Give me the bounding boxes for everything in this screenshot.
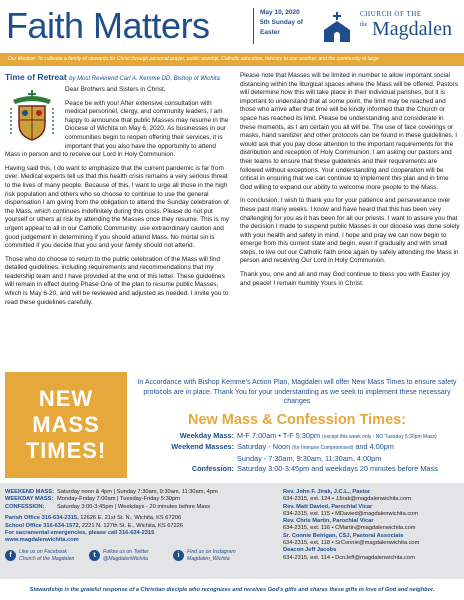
schedule-row	[132, 442, 462, 454]
emergency-line: For sacramental emergencies, please call 316-634-2315	[5, 530, 155, 537]
issue-date-box	[253, 8, 315, 44]
schedule-value: Saturday 3:00-3:45pm and weekdays 20 minutes before Mass	[237, 463, 438, 473]
newsletter-title: Faith Matters	[6, 5, 210, 46]
article-paragraph: Thank you, one and all and may God continue to bless you with Easter joy and peace! I remain humbly Yours in Christ.	[240, 271, 450, 287]
mass-times-details	[132, 372, 462, 474]
staff-name: Sr. Connie Beirigan, CSJ, Pastoral Associate	[283, 532, 404, 539]
newsletter-header	[0, 0, 464, 52]
article-title	[5, 72, 231, 82]
staff-name: Rev. Matt Davied, Parochial Vicar	[283, 503, 373, 510]
schedule-note: (for Immune Compromised)	[292, 445, 354, 452]
staff-contact[interactable]: 634-2315, ext. 115 • MDavied@magdalenwichita.com	[283, 510, 419, 517]
schedule-label	[132, 454, 237, 464]
regular-schedule-row: CONFESSION: Saturday 3:00-3:45pm | Weekdays - 20 minutes before Mass	[5, 503, 211, 510]
staff-contact[interactable]: 634-2315, ext. 124 • JJirak@magdalenwichita.com	[283, 496, 411, 503]
staff-directory	[283, 489, 461, 562]
schedule-value: M-F 7:00am • T-F 5:30pm (except this week only - NO Tuesday 5:30pm Mass)	[237, 430, 437, 440]
article-left-column	[5, 72, 231, 312]
mission-banner: Our Mission: To cultivate a family of stewards for Christ through personal prayer, public worship, Catholic education, ministry to one another, and the community at large.	[0, 53, 464, 66]
staff-name: Rev. Chris Martin, Parochial Vicar	[283, 518, 374, 525]
logo-the: the	[360, 22, 368, 28]
mass-times-intro: In Accordance with Bishop Kemme's Action Plan, Magdalen will offer New Mass Times to ensure safety protocols are in place. Thank You for your understanding as we seek to implement these necessary changes	[137, 379, 457, 406]
article-paragraph: Having said this, I do want to emphasize that the current pandemic is far from over. Medical experts tell us that this health crisis remains a very serious threat to the lives of many people. Because of this, I want to urge all those in the high risk population and others who so choose to continue to use the general dispensation I am giving from the obligation to attend the Sunday celebration of the Mass, which continues indefinitely during this crisis. Please do not put yourself or others at risk by attending the Masses once they resume. This is my urgent appeal to all in our Catholic Community: use extraordinary caution and good judgement in determining if you should attend Mass. No mortal sin is committed if you decide that you and your family should not attend.	[5, 164, 230, 250]
article-paragraph: Peace be with you! After extensive consultation with medical personnel, clergy, and community leaders, I am happy to announce that public Masses may resume in the Diocese of Wichita on May 6, 2020. As businesses in our communities begin to reopen offering their services, it is important that you also have the opportunity to attend Mass in person and to receive our Lord in Holy Communion.	[5, 99, 229, 159]
badge-line: NEW	[38, 386, 94, 411]
schedule-row	[132, 464, 462, 474]
schedule-row	[132, 431, 462, 443]
parish-info-panel	[0, 483, 464, 579]
staff-name: Rev. John F. Jirak, J.C.L., Pastor	[283, 489, 371, 495]
article-paragraph: In conclusion, I wish to thank you for your patience and perseverance over these past many weeks. I know and have heard that this has been very challenging for you as it has been for all our priests. I want to assure you that the decision I made to suspend public Masses in our diocese was done solely with your health and safety in mind. I hope and pray we can now begin to emerge from this current state and begin, even if gradually and with small steps, to live out our Catholic faith once again by safely attending the Mass in person and receiving Our Lord in Holy Communion.	[240, 197, 460, 265]
stewardship-footer: Stewardship is the grateful response of a Christian disciple who recognizes and receives God's gifts and shares these gifts in love of God and neighbor.	[29, 587, 435, 593]
staff-contact[interactable]: 634-2315, ext. 114 • DcnJeff@magdalenwichita.com	[283, 554, 415, 561]
article-right-column	[240, 72, 460, 293]
issue-week: 5th Sunday of Easter	[260, 19, 303, 36]
schedule-label: Weekend Masses:	[171, 442, 234, 452]
bishop-crest-icon	[5, 88, 59, 144]
mass-times-heading: New Mass & Confession Times:	[187, 411, 407, 428]
church-logo-icon	[320, 10, 354, 44]
regular-schedule-row: WEEKDAY MASS: Monday-Friday 7:00am | Tuesday-Friday 5:30pm	[5, 496, 180, 503]
schedule-value: Saturday - Noon (for Immune Compromised) and 4:00pm	[237, 442, 394, 452]
schedule-value: Sunday - 7:30am, 9:30am, 11:30am, 4:00pm	[237, 454, 382, 464]
new-mass-times-badge	[5, 372, 127, 478]
social-links: f Like us on Facebook Church of the Magdalen t Follow us on Twitter @MagdalenWichita i Find us on Instagram Magdalen_Wichita	[5, 549, 255, 575]
article-paragraph: Those who do choose to return to the public celebration of the Mass will find detailed guidelines, including requirements and recommendations that my leadership team and I have provided at the end of this letter. These guidelines will remain in effect during Phase One of the plan to resume public Masses, which is May 6-20, and will be reviewed and adjusted as needed. I invite you to read these guidelines carefully.	[5, 255, 229, 306]
article-paragraph: Please note that Masses will be limited in number to allow important social distancing within the liturgical spaces where the Mass will be offered. Pastors will determine how this will take place in their individual parishes, but it is important to understand that at some point, the limit may be reached and those who arrive after that time will be kindly informed that the Church or space has reached its limit. Please be understanding and considerate in these moments, as I am certain you all will be. The use of face coverings or masks, hand sanitizer and other protocols can be found in these guidelines. I would ask that you pay close attention to the important requirements for the distribution and reception of Holy Communion. I am asking our pastors and their teams to ensure that these guidelines and their requirements are followed without exceptions. Your understanding and cooperation will be critical in ensuring that we can continue to implement this plan and in time God willing to expand our ability to welcome more people to the Mass.	[240, 72, 458, 191]
parish-contact	[5, 489, 255, 545]
church-logo	[320, 6, 460, 48]
schedule-label: Weekday Mass:	[179, 430, 234, 440]
staff-contact[interactable]: 634-2315, ext. 116 • CMartin@magdalenwichita.com	[283, 525, 416, 532]
schedule-row	[132, 454, 462, 464]
facebook-icon: f	[5, 550, 16, 561]
school-office: School Office 316-634-1572, 2221 N. 127th St. E., Wichita, KS 67226	[5, 522, 184, 529]
article-byline: by Most Reverend Carl A. Kemme DD, Bishop of Wichita	[69, 76, 220, 82]
schedule-note: (except this week only - NO Tuesday 5:30pm Mass)	[322, 433, 437, 440]
instagram-icon: i	[173, 550, 184, 561]
parish-office: Parish Office 316-634-2315, 12626 E. 21st St. N., Wichita, KS 67206	[5, 515, 182, 522]
badge-line: TIMES!	[25, 438, 107, 463]
twitter-icon: t	[89, 550, 100, 561]
badge-line: MASS	[32, 412, 100, 437]
logo-magdalen: Magdalen	[372, 18, 452, 40]
website-link[interactable]: www.magdalenwichita.com	[5, 537, 79, 544]
article-paragraph: Dear Brothers and Sisters in Christ,	[65, 86, 166, 93]
schedule-label: Confession:	[191, 463, 234, 473]
staff-name: Deacon Jeff Jacobs	[283, 547, 337, 554]
article-title-text: Time of Retreat	[5, 72, 67, 82]
issue-date: May 10, 2020	[260, 9, 300, 16]
staff-contact[interactable]: 634-2315, ext. 118 • SrConnie@magdalenwichita.com	[283, 540, 420, 547]
mass-times-schedule	[132, 431, 462, 474]
logo-church-of-the: CHURCH OF THE	[360, 10, 422, 18]
new-mass-times-section	[0, 372, 464, 480]
regular-schedule-row: WEEKEND MASS: Saturday noon & 4pm | Sunday 7:30am, 9:30am, 11:30am, 4pm	[5, 489, 218, 495]
